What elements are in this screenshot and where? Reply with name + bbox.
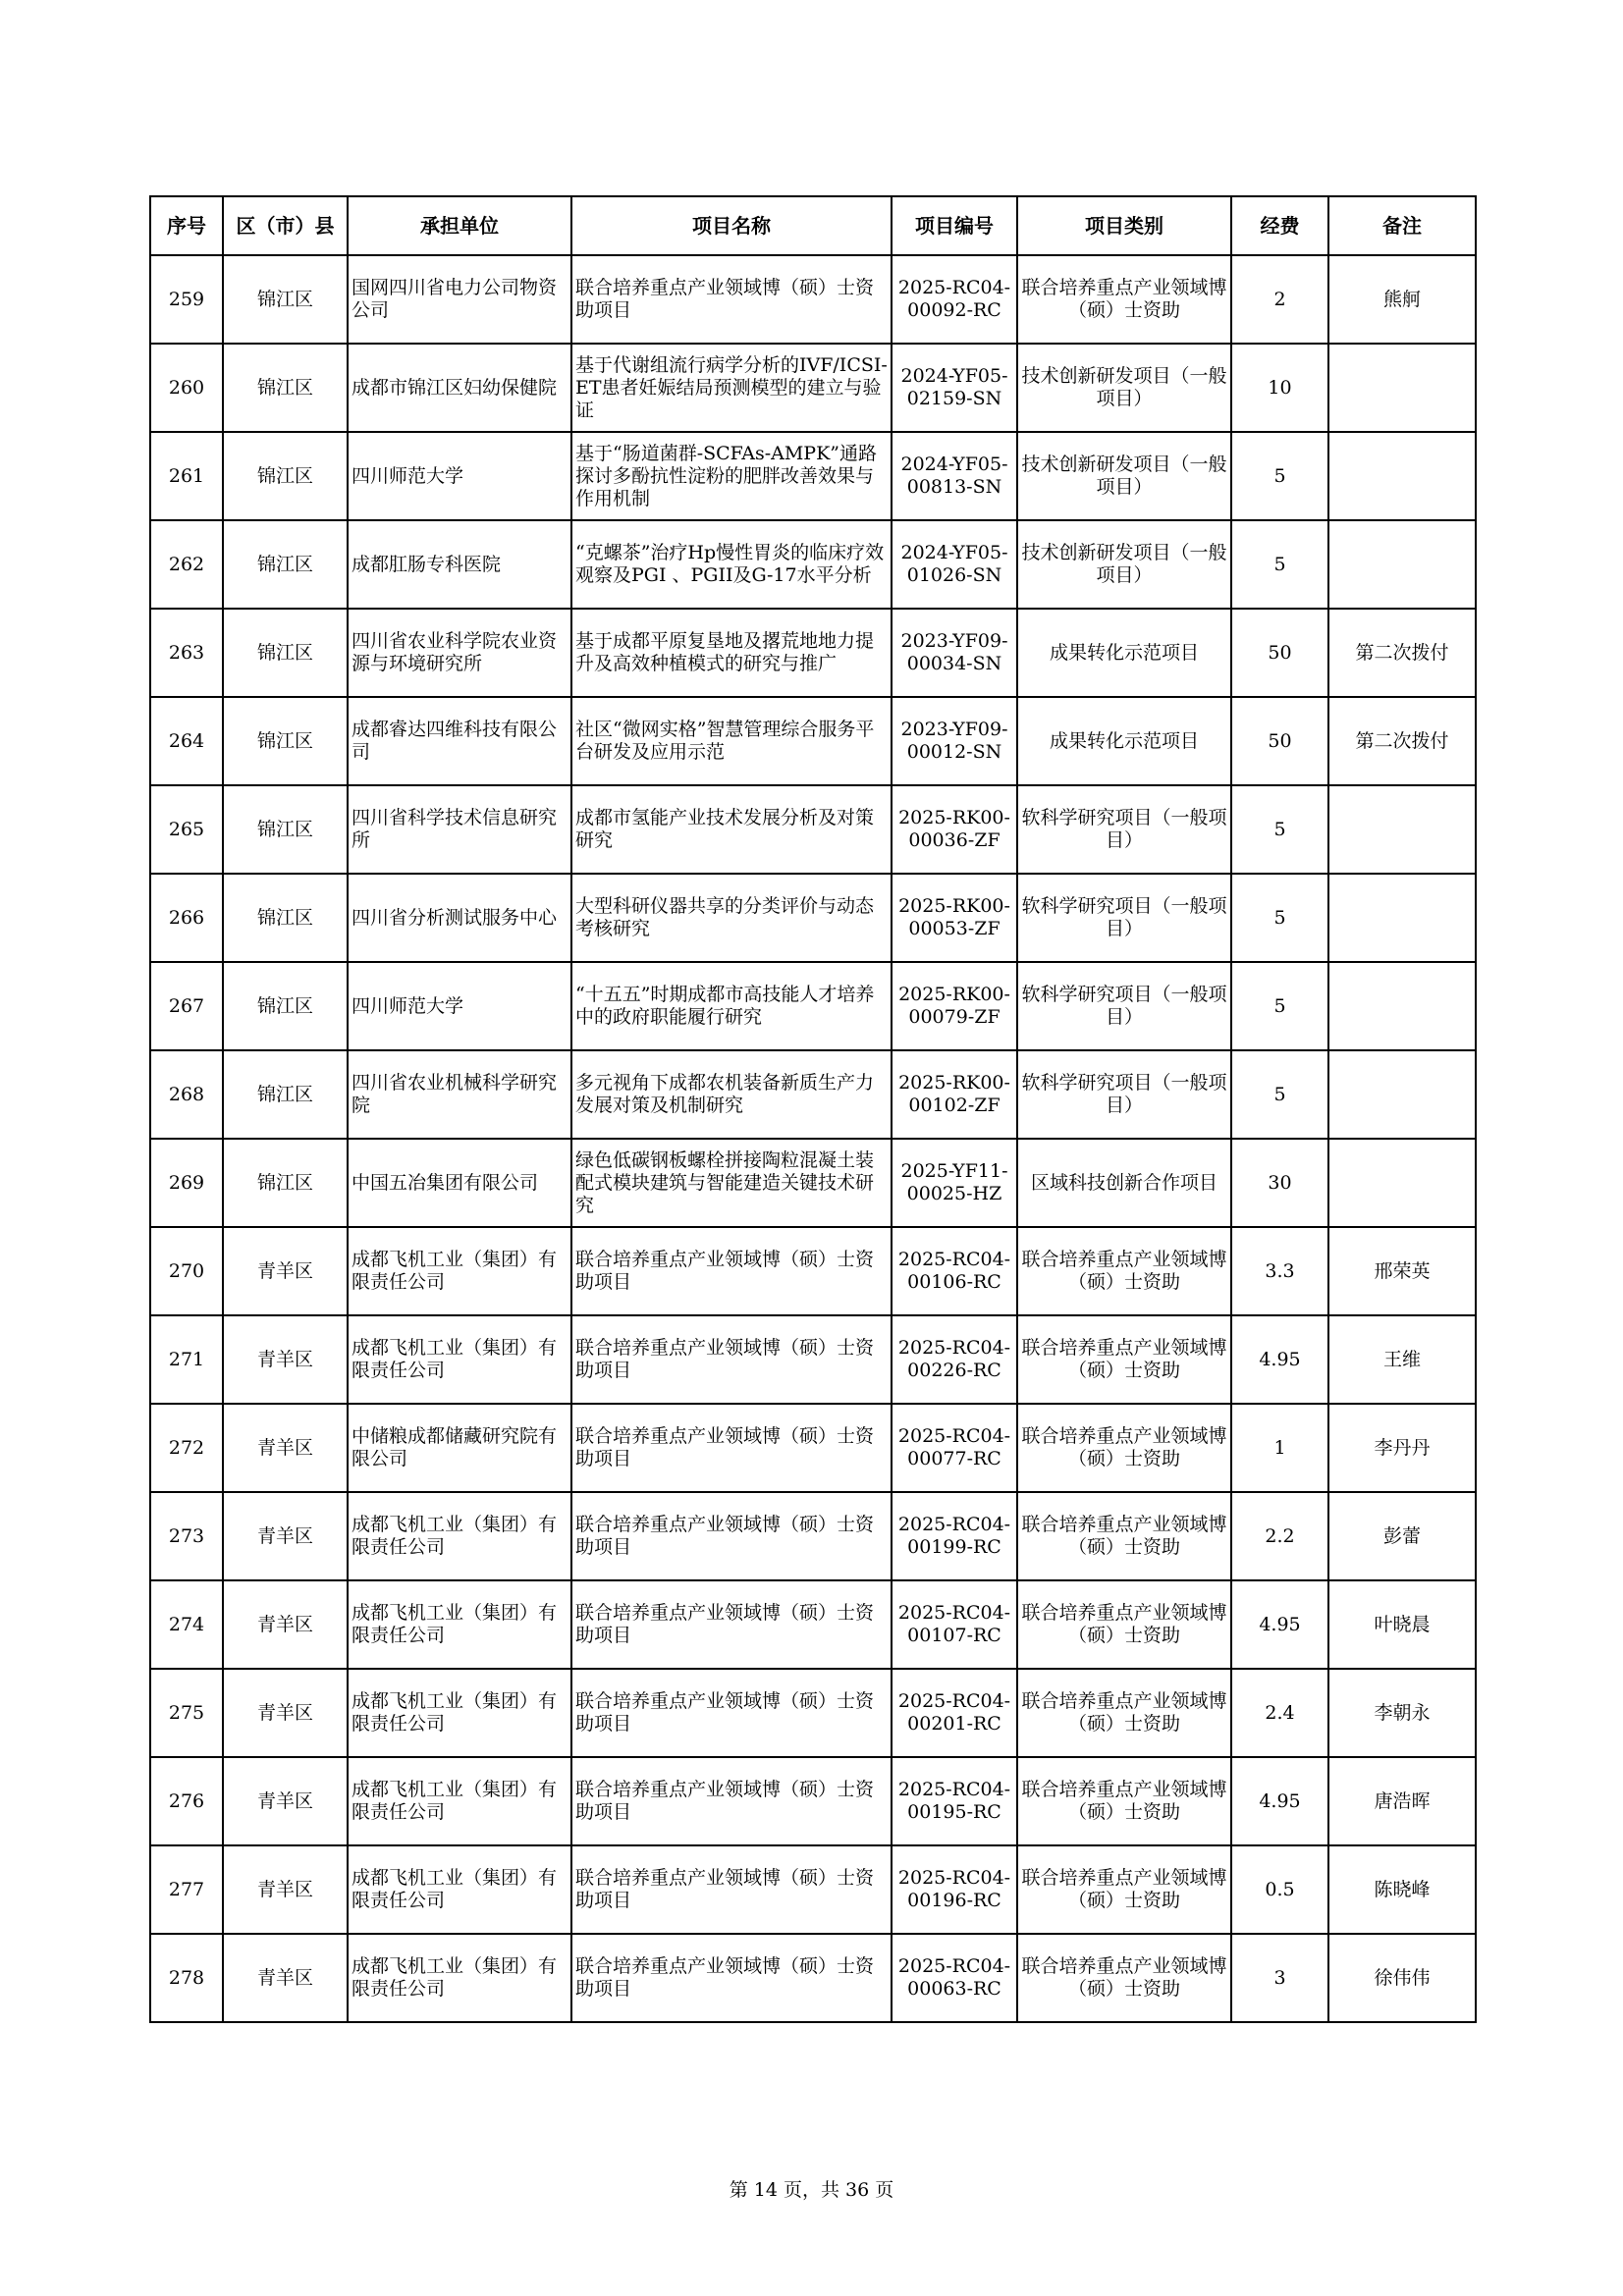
cell-district: 锦江区 — [223, 785, 348, 874]
cell-note: 李丹丹 — [1328, 1404, 1476, 1492]
cell-unit: 中国五冶集团有限公司 — [348, 1139, 571, 1227]
cell-fund: 1 — [1231, 1404, 1328, 1492]
cell-district: 青羊区 — [223, 1227, 348, 1315]
cell-unit: 成都睿达四维科技有限公司 — [348, 697, 571, 785]
cell-category: 联合培养重点产业领域博（硕）士资助 — [1017, 1315, 1231, 1404]
cell-unit: 成都飞机工业（集团）有限责任公司 — [348, 1845, 571, 1934]
cell-note: 第二次拨付 — [1328, 697, 1476, 785]
cell-category: 软科学研究项目（一般项目） — [1017, 874, 1231, 962]
cell-note — [1328, 1139, 1476, 1227]
cell-category: 联合培养重点产业领域博（硕）士资助 — [1017, 1227, 1231, 1315]
cell-code: 2025-RC04-00196-RC — [892, 1845, 1017, 1934]
cell-unit: 四川省科学技术信息研究所 — [348, 785, 571, 874]
table-row — [150, 1757, 1476, 1845]
cell-code: 2025-RC04-00195-RC — [892, 1757, 1017, 1845]
cell-project: 社区“微网实格”智慧管理综合服务平台研发及应用示范 — [571, 697, 892, 785]
cell-project: “克螺茶”治疗Hp慢性胃炎的临床疗效观察及PGI 、PGII及G-17水平分析 — [571, 520, 892, 609]
table-row — [150, 1050, 1476, 1139]
table-row — [150, 520, 1476, 609]
header-unit: 承担单位 — [348, 196, 571, 255]
cell-code: 2024-YF05-00813-SN — [892, 432, 1017, 520]
cell-note: 彭蕾 — [1328, 1492, 1476, 1580]
table-row — [150, 697, 1476, 785]
cell-fund: 30 — [1231, 1139, 1328, 1227]
cell-district: 青羊区 — [223, 1404, 348, 1492]
cell-district: 锦江区 — [223, 1050, 348, 1139]
table-row — [150, 962, 1476, 1050]
cell-no: 277 — [150, 1845, 223, 1934]
cell-category: 软科学研究项目（一般项目） — [1017, 1050, 1231, 1139]
cell-district: 青羊区 — [223, 1580, 348, 1669]
cell-category: 技术创新研发项目（一般项目） — [1017, 344, 1231, 432]
cell-category: 联合培养重点产业领域博（硕）士资助 — [1017, 1580, 1231, 1669]
cell-fund: 3.3 — [1231, 1227, 1328, 1315]
cell-fund: 4.95 — [1231, 1757, 1328, 1845]
cell-note: 王维 — [1328, 1315, 1476, 1404]
cell-note — [1328, 344, 1476, 432]
cell-unit: 成都飞机工业（集团）有限责任公司 — [348, 1227, 571, 1315]
table-header-row — [150, 196, 1476, 255]
cell-fund: 5 — [1231, 432, 1328, 520]
cell-unit: 成都飞机工业（集团）有限责任公司 — [348, 1934, 571, 2022]
cell-category: 软科学研究项目（一般项目） — [1017, 962, 1231, 1050]
cell-category: 成果转化示范项目 — [1017, 609, 1231, 697]
table-row — [150, 785, 1476, 874]
cell-district: 锦江区 — [223, 1139, 348, 1227]
cell-project: “十五五”时期成都市高技能人才培养中的政府职能履行研究 — [571, 962, 892, 1050]
table-row — [150, 1139, 1476, 1227]
cell-unit: 四川省农业科学院农业资源与环境研究所 — [348, 609, 571, 697]
cell-fund: 5 — [1231, 785, 1328, 874]
cell-unit: 成都飞机工业（集团）有限责任公司 — [348, 1315, 571, 1404]
cell-no: 259 — [150, 255, 223, 344]
table-row — [150, 1404, 1476, 1492]
cell-district: 青羊区 — [223, 1757, 348, 1845]
cell-project: 联合培养重点产业领域博（硕）士资助项目 — [571, 1580, 892, 1669]
cell-category: 技术创新研发项目（一般项目） — [1017, 520, 1231, 609]
cell-unit: 四川省农业机械科学研究院 — [348, 1050, 571, 1139]
cell-note: 陈晓峰 — [1328, 1845, 1476, 1934]
cell-no: 267 — [150, 962, 223, 1050]
cell-district: 锦江区 — [223, 432, 348, 520]
cell-project: 联合培养重点产业领域博（硕）士资助项目 — [571, 1669, 892, 1757]
cell-code: 2025-RC04-00107-RC — [892, 1580, 1017, 1669]
cell-fund: 0.5 — [1231, 1845, 1328, 1934]
header-fund: 经费 — [1231, 196, 1328, 255]
table-row — [150, 609, 1476, 697]
cell-district: 青羊区 — [223, 1315, 348, 1404]
cell-project: 联合培养重点产业领域博（硕）士资助项目 — [571, 1227, 892, 1315]
cell-category: 技术创新研发项目（一般项目） — [1017, 432, 1231, 520]
project-table — [149, 195, 1477, 2023]
cell-no: 272 — [150, 1404, 223, 1492]
cell-code: 2025-RC04-00201-RC — [892, 1669, 1017, 1757]
cell-fund: 5 — [1231, 520, 1328, 609]
header-project: 项目名称 — [571, 196, 892, 255]
cell-project: 联合培养重点产业领域博（硕）士资助项目 — [571, 1315, 892, 1404]
cell-unit: 成都市锦江区妇幼保健院 — [348, 344, 571, 432]
cell-project: 联合培养重点产业领域博（硕）士资助项目 — [571, 1492, 892, 1580]
cell-category: 联合培养重点产业领域博（硕）士资助 — [1017, 1757, 1231, 1845]
table-row — [150, 1315, 1476, 1404]
cell-no: 265 — [150, 785, 223, 874]
cell-category: 联合培养重点产业领域博（硕）士资助 — [1017, 1492, 1231, 1580]
cell-district: 锦江区 — [223, 874, 348, 962]
cell-project: 基于成都平原复垦地及撂荒地地力提升及高效种植模式的研究与推广 — [571, 609, 892, 697]
table-row — [150, 255, 1476, 344]
cell-no: 262 — [150, 520, 223, 609]
cell-no: 273 — [150, 1492, 223, 1580]
header-category: 项目类别 — [1017, 196, 1231, 255]
cell-category: 软科学研究项目（一般项目） — [1017, 785, 1231, 874]
cell-category: 区域科技创新合作项目 — [1017, 1139, 1231, 1227]
table-row — [150, 1845, 1476, 1934]
table-row — [150, 1492, 1476, 1580]
cell-unit: 成都肛肠专科医院 — [348, 520, 571, 609]
cell-district: 锦江区 — [223, 609, 348, 697]
cell-district: 青羊区 — [223, 1669, 348, 1757]
cell-note: 徐伟伟 — [1328, 1934, 1476, 2022]
cell-fund: 4.95 — [1231, 1315, 1328, 1404]
cell-code: 2025-RC04-00226-RC — [892, 1315, 1017, 1404]
cell-project: 多元视角下成都农机装备新质生产力发展对策及机制研究 — [571, 1050, 892, 1139]
cell-category: 联合培养重点产业领域博（硕）士资助 — [1017, 1669, 1231, 1757]
cell-unit: 四川师范大学 — [348, 432, 571, 520]
cell-fund: 10 — [1231, 344, 1328, 432]
table-row — [150, 1580, 1476, 1669]
cell-code: 2024-YF05-02159-SN — [892, 344, 1017, 432]
cell-code: 2025-RC04-00092-RC — [892, 255, 1017, 344]
cell-fund: 2.2 — [1231, 1492, 1328, 1580]
cell-no: 271 — [150, 1315, 223, 1404]
cell-note: 邢荣英 — [1328, 1227, 1476, 1315]
cell-fund: 3 — [1231, 1934, 1328, 2022]
cell-code: 2025-YF11-00025-HZ — [892, 1139, 1017, 1227]
cell-project: 绿色低碳钢板螺栓拼接陶粒混凝土装配式模块建筑与智能建造关键技术研究 — [571, 1139, 892, 1227]
cell-note — [1328, 432, 1476, 520]
cell-note — [1328, 520, 1476, 609]
cell-code: 2025-RK00-00036-ZF — [892, 785, 1017, 874]
cell-note: 第二次拨付 — [1328, 609, 1476, 697]
cell-code: 2025-RK00-00079-ZF — [892, 962, 1017, 1050]
cell-fund: 5 — [1231, 874, 1328, 962]
cell-unit: 国网四川省电力公司物资公司 — [348, 255, 571, 344]
header-note: 备注 — [1328, 196, 1476, 255]
cell-project: 联合培养重点产业领域博（硕）士资助项目 — [571, 1845, 892, 1934]
cell-fund: 5 — [1231, 962, 1328, 1050]
cell-unit: 四川省分析测试服务中心 — [348, 874, 571, 962]
cell-no: 275 — [150, 1669, 223, 1757]
cell-code: 2025-RK00-00053-ZF — [892, 874, 1017, 962]
cell-project: 成都市氢能产业技术发展分析及对策研究 — [571, 785, 892, 874]
header-no: 序号 — [150, 196, 223, 255]
cell-no: 260 — [150, 344, 223, 432]
cell-note: 唐浩晖 — [1328, 1757, 1476, 1845]
table-row — [150, 1669, 1476, 1757]
cell-code: 2025-RC04-00199-RC — [892, 1492, 1017, 1580]
cell-fund: 2 — [1231, 255, 1328, 344]
cell-note: 叶晓晨 — [1328, 1580, 1476, 1669]
cell-fund: 50 — [1231, 697, 1328, 785]
cell-note: 熊舸 — [1328, 255, 1476, 344]
cell-note — [1328, 785, 1476, 874]
cell-no: 266 — [150, 874, 223, 962]
cell-district: 青羊区 — [223, 1934, 348, 2022]
cell-note — [1328, 1050, 1476, 1139]
cell-category: 联合培养重点产业领域博（硕）士资助 — [1017, 255, 1231, 344]
cell-code: 2025-RK00-00102-ZF — [892, 1050, 1017, 1139]
cell-category: 联合培养重点产业领域博（硕）士资助 — [1017, 1845, 1231, 1934]
cell-unit: 四川师范大学 — [348, 962, 571, 1050]
cell-unit: 成都飞机工业（集团）有限责任公司 — [348, 1669, 571, 1757]
cell-project: 联合培养重点产业领域博（硕）士资助项目 — [571, 1757, 892, 1845]
cell-note: 李朝永 — [1328, 1669, 1476, 1757]
table-body — [150, 255, 1476, 2022]
cell-fund: 5 — [1231, 1050, 1328, 1139]
cell-project: 联合培养重点产业领域博（硕）士资助项目 — [571, 1934, 892, 2022]
cell-no: 268 — [150, 1050, 223, 1139]
cell-project: 联合培养重点产业领域博（硕）士资助项目 — [571, 255, 892, 344]
cell-category: 联合培养重点产业领域博（硕）士资助 — [1017, 1404, 1231, 1492]
cell-project: 基于“肠道菌群-SCFAs-AMPK”通路探讨多酚抗性淀粉的肥胖改善效果与作用机制 — [571, 432, 892, 520]
cell-project: 基于代谢组流行病学分析的IVF/ICSI-ET患者妊娠结局预测模型的建立与验证 — [571, 344, 892, 432]
cell-district: 锦江区 — [223, 520, 348, 609]
cell-code: 2025-RC04-00077-RC — [892, 1404, 1017, 1492]
cell-code: 2024-YF05-01026-SN — [892, 520, 1017, 609]
cell-no: 269 — [150, 1139, 223, 1227]
cell-code: 2023-YF09-00034-SN — [892, 609, 1017, 697]
cell-project: 联合培养重点产业领域博（硕）士资助项目 — [571, 1404, 892, 1492]
cell-unit: 成都飞机工业（集团）有限责任公司 — [348, 1492, 571, 1580]
cell-no: 263 — [150, 609, 223, 697]
cell-no: 270 — [150, 1227, 223, 1315]
cell-district: 锦江区 — [223, 697, 348, 785]
cell-code: 2025-RC04-00106-RC — [892, 1227, 1017, 1315]
header-district: 区（市）县 — [223, 196, 348, 255]
cell-district: 青羊区 — [223, 1492, 348, 1580]
table-row — [150, 1934, 1476, 2022]
table-row — [150, 874, 1476, 962]
cell-no: 264 — [150, 697, 223, 785]
header-code: 项目编号 — [892, 196, 1017, 255]
cell-no: 276 — [150, 1757, 223, 1845]
page-footer: 第 14 页，共 36 页 — [729, 2179, 894, 2201]
cell-district: 青羊区 — [223, 1845, 348, 1934]
cell-code: 2025-RC04-00063-RC — [892, 1934, 1017, 2022]
cell-no: 278 — [150, 1934, 223, 2022]
cell-note — [1328, 874, 1476, 962]
cell-code: 2023-YF09-00012-SN — [892, 697, 1017, 785]
cell-category: 联合培养重点产业领域博（硕）士资助 — [1017, 1934, 1231, 2022]
cell-unit: 成都飞机工业（集团）有限责任公司 — [348, 1580, 571, 1669]
cell-fund: 4.95 — [1231, 1580, 1328, 1669]
cell-project: 大型科研仪器共享的分类评价与动态考核研究 — [571, 874, 892, 962]
cell-district: 锦江区 — [223, 962, 348, 1050]
cell-fund: 50 — [1231, 609, 1328, 697]
cell-unit: 成都飞机工业（集团）有限责任公司 — [348, 1757, 571, 1845]
table-row — [150, 1227, 1476, 1315]
cell-no: 261 — [150, 432, 223, 520]
table-row — [150, 344, 1476, 432]
cell-note — [1328, 962, 1476, 1050]
cell-no: 274 — [150, 1580, 223, 1669]
cell-district: 锦江区 — [223, 344, 348, 432]
cell-category: 成果转化示范项目 — [1017, 697, 1231, 785]
cell-district: 锦江区 — [223, 255, 348, 344]
cell-unit: 中储粮成都储藏研究院有限公司 — [348, 1404, 571, 1492]
cell-fund: 2.4 — [1231, 1669, 1328, 1757]
table-row — [150, 432, 1476, 520]
